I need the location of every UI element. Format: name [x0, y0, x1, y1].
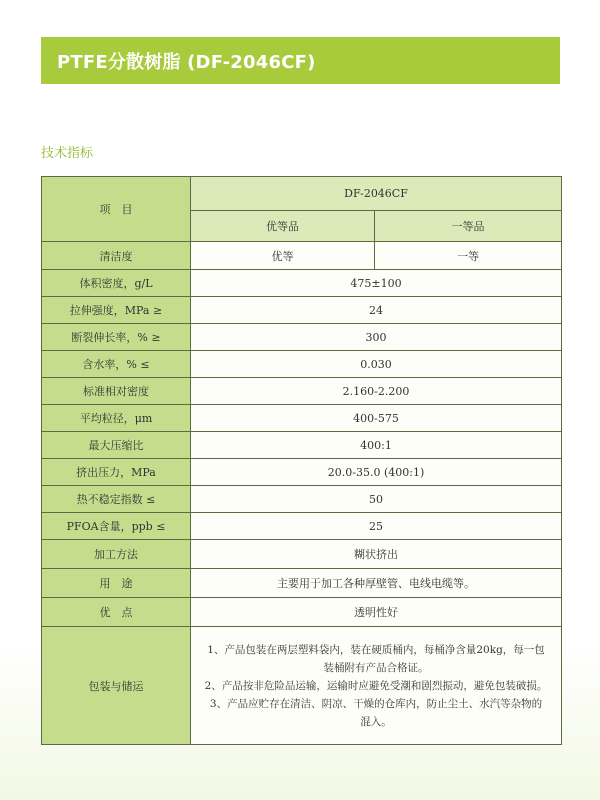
row-value: 24 — [191, 297, 562, 324]
table-row — [42, 351, 562, 378]
row-label: 挤出压力，MPa — [42, 459, 191, 486]
packaging-notes — [191, 627, 562, 745]
row-value: 475±100 — [191, 270, 562, 297]
row-label: 平均粒径，μm — [42, 405, 191, 432]
row-label: 包装与储运 — [42, 627, 191, 745]
row-label: 体积密度，g/L — [42, 270, 191, 297]
note-line: 3、产品应贮存在清洁、阴凉、干燥的仓库内，防止尘土、水汽等杂物的 — [209, 697, 543, 710]
table-row — [42, 569, 562, 598]
row-label: 用 途 — [42, 569, 191, 598]
grade-header-first: 一等品 — [375, 211, 562, 242]
table-row — [42, 513, 562, 540]
note-line: 1、产品包装在两层塑料袋内，装在硬质桶内，每桶净含量20kg，每一包 — [207, 643, 545, 656]
row-label: 断裂伸长率，% ≥ — [42, 324, 191, 351]
row-label: 加工方法 — [42, 540, 191, 569]
row-value: 主要用于加工各种厚壁管、电线电缆等。 — [191, 569, 562, 598]
item-header: 项 目 — [42, 177, 191, 242]
row-value: 0.030 — [191, 351, 562, 378]
table-row — [42, 405, 562, 432]
grade-header-premium: 优等品 — [191, 211, 375, 242]
row-value: 2.160-2.200 — [191, 378, 562, 405]
row-value: 一等 — [375, 242, 562, 270]
row-label: 优 点 — [42, 598, 191, 627]
row-value: 400-575 — [191, 405, 562, 432]
row-value: 优等 — [191, 242, 375, 270]
model-header: DF-2046CF — [191, 177, 562, 211]
table-row — [42, 324, 562, 351]
packaging-row — [42, 627, 562, 745]
section-label: 技术指标 — [41, 146, 94, 161]
table-row — [42, 432, 562, 459]
table-header-row — [42, 177, 562, 211]
row-value: 25 — [191, 513, 562, 540]
note-line: 混入。 — [360, 715, 392, 728]
note-line: 2、产品按非危险品运输，运输时应避免受潮和剧烈振动，避免包装破损。 — [204, 679, 548, 692]
page-title: PTFE分散树脂 (DF-2046CF) — [57, 52, 316, 73]
row-label: 标准相对密度 — [42, 378, 191, 405]
row-value: 20.0-35.0 (400:1) — [191, 459, 562, 486]
table-row — [42, 378, 562, 405]
note-line: 装桶附有产品合格证。 — [323, 661, 429, 674]
row-value: 400:1 — [191, 432, 562, 459]
row-value: 透明性好 — [191, 598, 562, 627]
row-label: 热不稳定指数 ≤ — [42, 486, 191, 513]
row-value: 300 — [191, 324, 562, 351]
table-row — [42, 486, 562, 513]
title-bar — [41, 37, 560, 84]
table-row — [42, 242, 562, 270]
spec-table — [41, 176, 562, 745]
table-row — [42, 598, 562, 627]
row-label: 拉伸强度，MPa ≥ — [42, 297, 191, 324]
table-row — [42, 540, 562, 569]
row-value: 50 — [191, 486, 562, 513]
table-row — [42, 270, 562, 297]
table-row — [42, 459, 562, 486]
row-label: 最大压缩比 — [42, 432, 191, 459]
row-label: PFOA含量，ppb ≤ — [42, 513, 191, 540]
row-value: 糊状挤出 — [191, 540, 562, 569]
row-label: 含水率，% ≤ — [42, 351, 191, 378]
row-label: 清洁度 — [42, 242, 191, 270]
table-row — [42, 297, 562, 324]
